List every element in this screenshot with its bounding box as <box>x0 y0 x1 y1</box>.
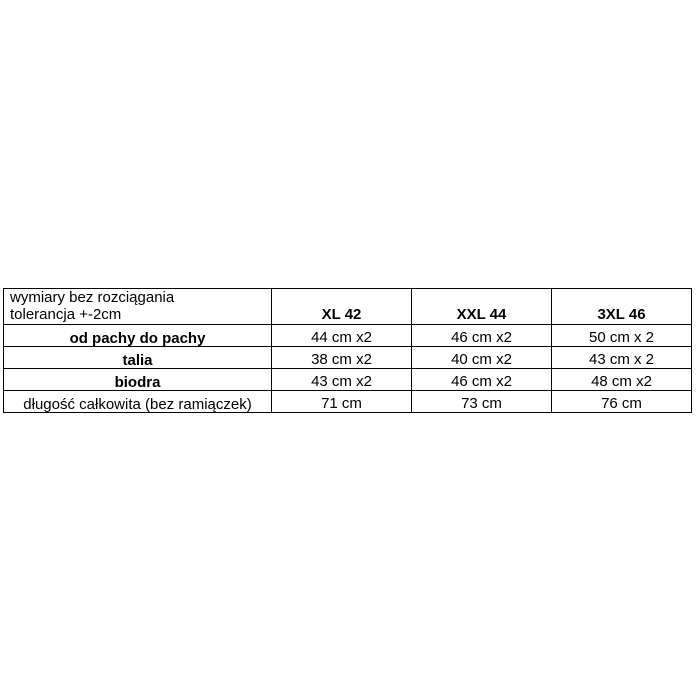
table-cell: 48 cm x2 <box>552 369 692 391</box>
table-cell: 46 cm x2 <box>412 369 552 391</box>
table-cell: 43 cm x 2 <box>552 347 692 369</box>
table-row <box>4 369 692 391</box>
tolerance-note-line: tolerancja +-2cm <box>10 306 122 323</box>
size-header-3xl: 3XL 46 <box>552 289 692 325</box>
table-cell: 44 cm x2 <box>272 325 412 347</box>
table-cell: 38 cm x2 <box>272 347 412 369</box>
table-cell: 46 cm x2 <box>412 325 552 347</box>
size-header-xl: XL 42 <box>272 289 412 325</box>
table-cell: 71 cm <box>272 391 412 413</box>
measurement-note-cell <box>4 289 272 325</box>
row-label-waist: talia <box>4 347 272 369</box>
table-cell: 50 cm x 2 <box>552 325 692 347</box>
table-row <box>4 347 692 369</box>
table-row <box>4 325 692 347</box>
row-label-armpit: od pachy do pachy <box>4 325 272 347</box>
table-cell: 73 cm <box>412 391 552 413</box>
table-cell: 43 cm x2 <box>272 369 412 391</box>
size-chart-table <box>3 288 692 413</box>
row-label-total-length: długość całkowita (bez ramiączek) <box>4 391 272 413</box>
size-header-xxl: XXL 44 <box>412 289 552 325</box>
table-row <box>4 391 692 413</box>
table-cell: 40 cm x2 <box>412 347 552 369</box>
row-label-hips: biodra <box>4 369 272 391</box>
measurement-note-line: wymiary bez rozciągania <box>10 289 175 306</box>
header-row <box>4 289 692 325</box>
table-cell: 76 cm <box>552 391 692 413</box>
